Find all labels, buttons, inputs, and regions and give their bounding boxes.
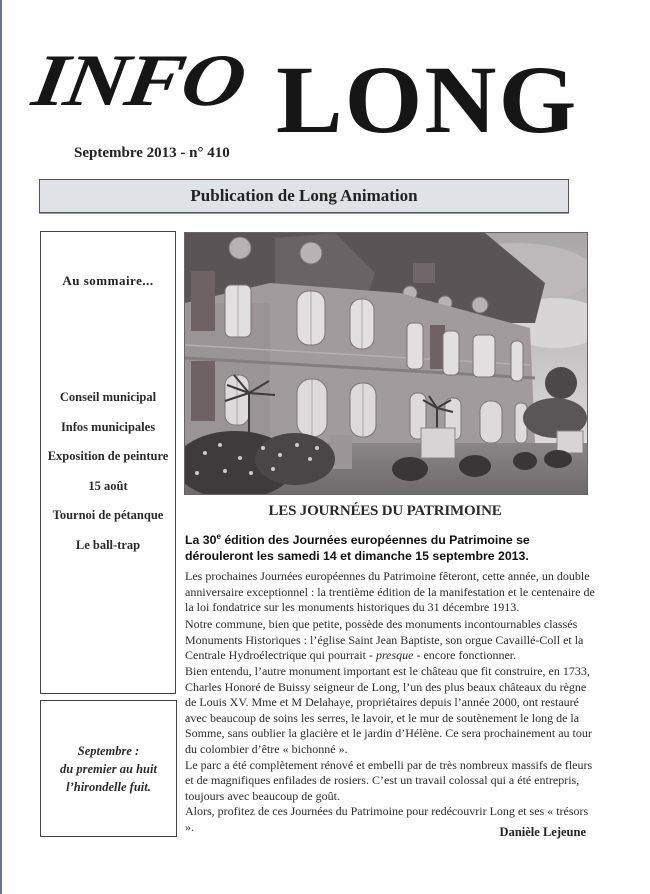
chateau-photo (184, 232, 588, 495)
toc-item: 15 août (88, 478, 128, 493)
author-signature: Danièle Lejeune (499, 825, 586, 839)
page-edge (0, 0, 2, 894)
masthead-info: INFO (27, 40, 250, 122)
table-of-contents (40, 231, 176, 694)
masthead-long: LONG (276, 46, 579, 153)
proverb-text (60, 742, 157, 796)
emphasis-text: presque (375, 648, 414, 663)
article-lead (185, 529, 595, 564)
toc-item: Exposition de peinture (47, 449, 169, 463)
proverb-line: l’hirondelle fuit. (66, 779, 151, 794)
paragraph-text: Alors, profitez de ces Journées du Patrimoine pour redécouvrir Long et ses « trésors ». (185, 804, 589, 834)
paragraph-text: Notre commune, bien que petite, possède des monuments incontournables classés Monuments Historiques : l’église Saint Jean Baptiste, son orgue Cavaillé-Coll et la Centrale Hydroélectrique qui pourrait - (185, 617, 584, 663)
paragraph-text: Bien entendu, l’autre monument important est le château que fit construire, en 1733, Charles Honoré de Buissy seigneur de Long, l’un des plus beaux châteaux du règne de Louis XV. Mme et M Delahaye, propriétaires depuis l’année 2000, ont restauré avec beaucoup de soins les serres, le lavoir, et le mur de soutènement le long de la Somme, sans oublier la glacière et le jardin d’Hélène. Ce sera prochainement au tour du colombier d’être « bichonné ». (185, 664, 592, 756)
article-paragraph-1: Les prochaines Journées européennes du Patrimoine fêteront, cette année, un double anniversaire exceptionnel : la trentième édition de la manifestation et le centenaire de la loi fondatrice sur les monuments historiques du 31 décembre 1913. (185, 569, 595, 615)
toc-item: Tournoi de pétanque (52, 508, 164, 522)
toc-title: Au sommaire... (62, 273, 154, 288)
article-paragraph-2 (185, 617, 595, 664)
toc-item: Le ball-trap (75, 537, 141, 552)
proverb-box (40, 700, 177, 837)
publication-text: Publication de Long Animation (190, 186, 418, 205)
paragraph-text: Le parc a été complètement rénové et embelli par de très nombreux massifs de fleurs et de magnifiques enfilades de rosiers. C’est un travail colossal qui a été entrepris, toujours avec beaucoup de goût. (185, 757, 593, 803)
toc-item: Conseil municipal (59, 390, 157, 404)
lead-superscript: e (216, 532, 221, 541)
scan-mark (626, 20, 634, 32)
paragraph-text: - encore fonctionner. (413, 648, 517, 663)
lead-text: édition des Journées européennes du Patrimoine se dérouleront les samedi 14 et dimanche 15 septembre 2013. (185, 533, 530, 564)
toc-list (41, 389, 175, 566)
proverb-line: du premier au huit (60, 761, 157, 776)
proverb-line: Septembre : (77, 743, 140, 758)
article-paragraph-3 (185, 664, 595, 836)
chateau-image (185, 233, 587, 494)
issue-line: Septembre 2013 - n° 410 (74, 145, 230, 161)
article-title: LES JOURNÉES DU PATRIMOINE (268, 503, 502, 519)
publication-banner (39, 179, 569, 213)
lead-text: La 30 (185, 533, 217, 548)
toc-item: Infos municipales (60, 419, 156, 434)
